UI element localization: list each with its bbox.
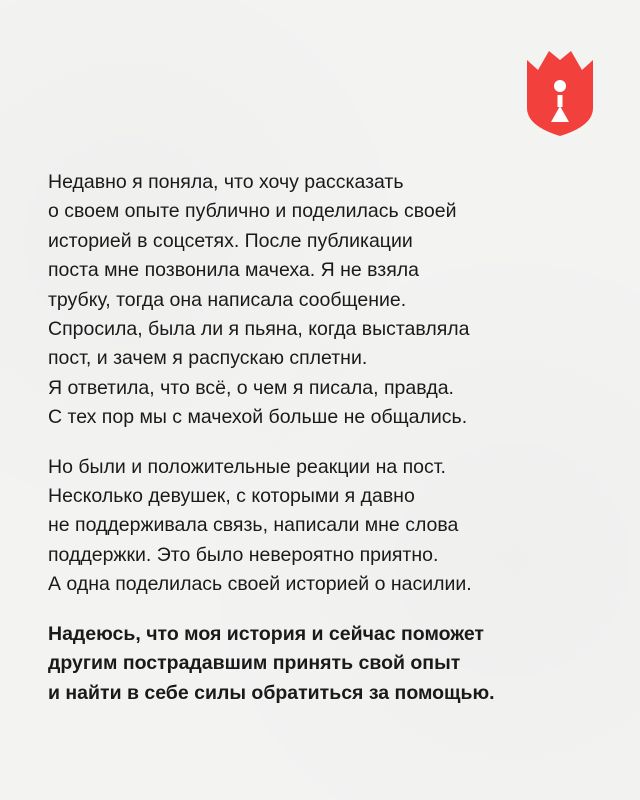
text-line: Я ответила, что всё, о чем я писала, правда.: [48, 376, 454, 399]
text-line: С тех пор мы с мачехой больше не общались.: [48, 406, 468, 429]
paragraph-2: [48, 453, 608, 600]
text-line: трубку, тогда она написала сообщение.: [48, 288, 407, 311]
text-line: Надеюсь, что моя история и сейчас поможет: [48, 622, 484, 645]
text-line: Спросила, была ли я пьяна, когда выставляла: [48, 318, 470, 341]
paragraph-3-emphasis: [48, 620, 608, 708]
shield-person-icon: [525, 48, 595, 138]
text-line: историей в соцсетях. После публикации: [48, 229, 413, 252]
brand-logo: [525, 48, 595, 138]
text-line: и найти в себе силы обратиться за помощью.: [48, 681, 495, 704]
text-line: Но были и положительные реакции на пост.: [48, 455, 446, 478]
text-line: о своем опыте публично и поделилась своей: [48, 200, 457, 223]
story-text: [48, 168, 608, 708]
paragraph-1: [48, 168, 608, 433]
text-line: другим пострадавшим принять свой опыт: [48, 652, 461, 675]
text-line: Недавно я поняла, что хочу рассказать: [48, 171, 404, 193]
text-line: поста мне позвонила мачеха. Я не взяла: [48, 259, 419, 282]
text-line: А одна поделилась своей историей о насилии.: [48, 573, 472, 596]
text-line: поддержки. Это было невероятно приятно.: [48, 543, 439, 566]
text-line: пост, и зачем я распускаю сплетни.: [48, 347, 368, 370]
text-line: Несколько девушек, с которыми я давно: [48, 485, 415, 508]
text-line: не поддерживала связь, написали мне слова: [48, 514, 459, 537]
